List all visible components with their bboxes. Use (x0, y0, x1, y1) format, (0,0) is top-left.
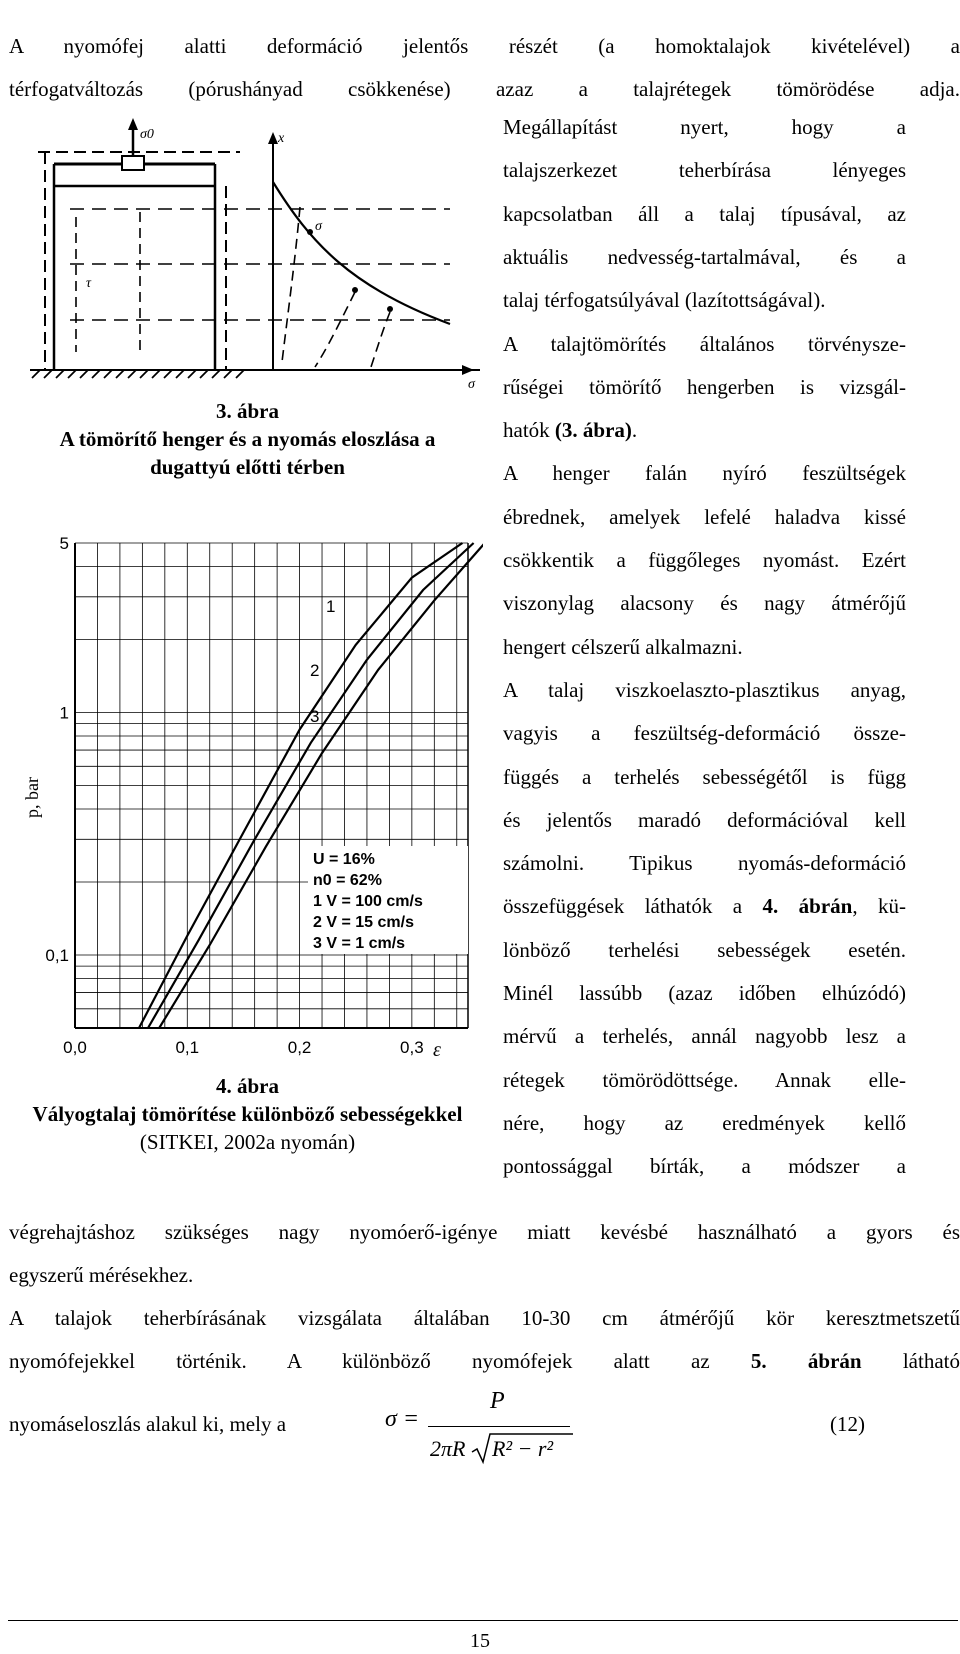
tau-label: τ (86, 276, 92, 291)
paragraph-line-3: végrehajtáshoz szükséges nagy nyomóerő-igénye miatt kevésbé használható a gyors és (9, 1220, 960, 1244)
figure-4-number: 4. ábra (216, 1074, 279, 1098)
y-axis-label: p, bar (22, 777, 42, 818)
right-column-line: rűségei tömörítő hengerben is vizsgál- (503, 374, 906, 399)
sigma0-label: σ0 (140, 127, 154, 142)
y-tick-label: 5 (59, 534, 69, 553)
right-column-line: mérvű a terhelés, annál nagyobb lesz a (503, 1024, 906, 1049)
figure-4-source: (SITKEI, 2002a nyomán) (139, 1130, 356, 1154)
figure-3-caption (10, 397, 485, 481)
equation-intro: nyomáseloszlás alakul ki, mely a (9, 1412, 287, 1436)
curve-label-3: 3 (310, 707, 320, 726)
right-column-line: vagyis a feszültség-deformáció össze- (503, 721, 906, 746)
x-tick-label: 0,2 (287, 1038, 312, 1057)
sigma-axis-label: σ (468, 377, 475, 392)
figure-4-title: Vályogtalaj tömörítése különböző sebességekkel (32, 1102, 463, 1126)
equation-denominator: 2πR (430, 1436, 466, 1461)
paragraph-line-2: térfogatváltozás (pórushányad csökkenése) azaz a talajrétegek tömörödése adja. (9, 77, 960, 101)
equation-sqrt-content: R² − r² (492, 1436, 554, 1461)
figure-3-number: 3. ábra (216, 399, 279, 423)
equation-lhs: σ = (385, 1406, 420, 1432)
right-column-line: összefüggések láthatók a 4. ábrán, kü- (503, 894, 906, 919)
right-column-line: viszonylag alacsony és nagy átmérőjű (503, 591, 906, 616)
right-column-line: és jelentős maradó deformációval kell (503, 807, 906, 832)
right-column-line: függés a terhelés sebességétől is függ (503, 764, 906, 789)
paragraph-line-4: egyszerű mérésekhez. (9, 1263, 194, 1287)
paragraph-line-1: A nyomófej alatti deformáció jelentős részét (a homoktalajok kivételével) a (9, 34, 960, 58)
right-column-line: pontossággal bírták, a módszer a (503, 1154, 906, 1179)
right-column-line: ébrednek, amelyek lefelé haladva kissé (503, 504, 906, 529)
legend-line-2: n0 = 62% (313, 872, 382, 889)
right-column-line: Minél lassúbb (azaz időben elhúzódó) (503, 981, 906, 1005)
right-column-line: Megállapítást nyert, hogy a (503, 115, 906, 139)
sigma-curve-label: σ (315, 219, 322, 234)
right-column-line: A talaj viszkoelaszto-plasztikus anyag, (503, 677, 906, 702)
figure-4-chart (8, 528, 483, 1068)
right-column-line: számolni. Tipikus nyomás-deformáció (503, 851, 906, 876)
legend-line-3: 1 V = 100 cm/s (313, 893, 423, 910)
right-column-line: hatók (3. ábra). (503, 418, 638, 443)
equation-number: (12) (830, 1412, 865, 1436)
right-column-line: aktuális nedvesség-tartalmával, és a (503, 244, 906, 269)
right-column-line: kapcsolatban áll a talaj típusával, az (503, 201, 906, 226)
page-number: 15 (470, 1630, 490, 1652)
right-column-line: hengert célszerű alkalmazni. (503, 634, 743, 659)
fraction-bar (428, 1426, 570, 1427)
right-column-line: talajszerkezet teherbírása lényeges (503, 158, 906, 183)
y-tick-label: 1 (59, 703, 69, 723)
figure-3-title: A tömörítő henger és a nyomás eloszlása a dugattyú előtti térben (59, 427, 436, 479)
curve-label-2: 2 (310, 661, 320, 680)
legend-line-5: 3 V = 1 cm/s (313, 935, 406, 952)
right-column-line: nére, hogy az eredmények kellő (503, 1110, 906, 1135)
legend-line-4: 2 V = 15 cm/s (313, 914, 414, 931)
footer-rule (8, 1620, 958, 1621)
x-axis-label: x (278, 131, 285, 146)
figure-3-compactor-diagram (10, 112, 485, 392)
equation-numerator: P (490, 1388, 505, 1414)
legend-line-1: U = 16% (313, 851, 375, 868)
y-tick-label: 0,1 (45, 946, 69, 966)
x-tick-label: 0,0 (63, 1038, 87, 1057)
curve-label-1: 1 (326, 597, 336, 616)
right-column-line: talaj térfogatsúlyával (lazítottságával). (503, 288, 826, 313)
paragraph-line-5: A talajok teherbírásának vizsgálata általában 10-30 cm átmérőjű kör keresztmetszetű (9, 1306, 960, 1330)
right-column-line: csökkentik a függőleges nyomást. Ezért (503, 548, 906, 572)
figure-4-caption (10, 1072, 485, 1156)
x-tick-label: 0,1 (175, 1038, 200, 1057)
right-column-line: lönböző terhelési sebességek esetén. (503, 937, 906, 962)
x-axis-label: ε (433, 1039, 441, 1061)
paragraph-line-6: nyomófejekkel történik. A különböző nyomófejek alatt az 5. ábrán látható (9, 1349, 960, 1373)
right-column-line: rétegek tömörödöttsége. Annak elle- (503, 1067, 906, 1092)
x-tick-label: 0,3 (400, 1038, 424, 1057)
right-column-line: A henger falán nyíró feszültségek (503, 461, 906, 486)
right-column-line: A talajtömörítés általános törvénysze- (503, 331, 906, 356)
